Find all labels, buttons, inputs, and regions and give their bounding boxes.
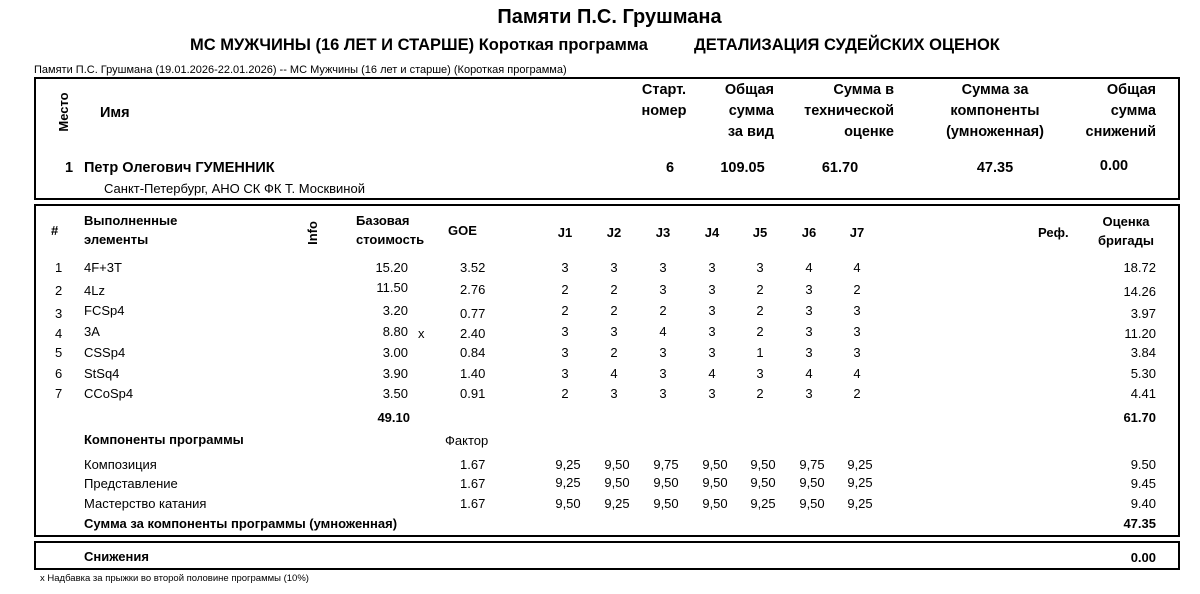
judge-score: 3 xyxy=(561,345,569,360)
judge-7-header: J7 xyxy=(849,225,865,240)
element-code: 4F+3T xyxy=(84,260,122,275)
judge-4-header: J4 xyxy=(704,225,720,240)
judge-score: 3 xyxy=(610,260,618,275)
judge-score: 2 xyxy=(610,303,618,318)
judge-score: 3 xyxy=(853,324,861,339)
judge-component-score: 9,25 xyxy=(555,457,581,472)
element-num: 5 xyxy=(55,345,63,360)
col-base-header: Базовая стоимость xyxy=(356,213,425,247)
element-code: StSq4 xyxy=(84,366,120,381)
components-total: 47.35 xyxy=(1123,516,1156,531)
judge-score: 2 xyxy=(610,345,618,360)
skater-pcs: 47.35 xyxy=(976,160,1014,176)
judge-score: 3 xyxy=(708,282,716,297)
judge-score: 3 xyxy=(805,324,813,339)
judge-component-score: 9,50 xyxy=(799,496,825,511)
judge-score: 4 xyxy=(805,366,813,381)
judge-score: 3 xyxy=(708,260,716,275)
judge-score: 2 xyxy=(610,282,618,297)
judge-score: 2 xyxy=(756,386,764,401)
judge-component-score: 9,50 xyxy=(750,457,776,472)
judge-score: 4 xyxy=(853,366,861,381)
judge-component-score: 9,50 xyxy=(653,496,679,511)
component-result: 9.45 xyxy=(1130,476,1156,491)
judge-score: 3 xyxy=(561,324,569,339)
element-goe: 2.40 xyxy=(460,326,486,341)
judge-score: 3 xyxy=(805,282,813,297)
element-panel-score: 3.84 xyxy=(1130,345,1156,360)
element-code: FCSp4 xyxy=(84,303,125,318)
deductions-box xyxy=(34,541,1180,570)
deductions-label: Снижения xyxy=(84,549,149,564)
judge-component-score: 9,25 xyxy=(750,496,776,511)
deductions-value: 0.00 xyxy=(1130,550,1156,565)
component-factor: 1.67 xyxy=(460,476,486,491)
panel-score-total: 61.70 xyxy=(1123,410,1156,425)
judge-component-score: 9,75 xyxy=(653,457,679,472)
judge-score: 3 xyxy=(805,386,813,401)
element-base-value: 3.20 xyxy=(382,303,408,318)
judge-score: 4 xyxy=(708,366,716,381)
col-pcs-header: Сумма за компоненты (умноженная) xyxy=(946,82,1044,140)
component-name: Композиция xyxy=(84,457,157,472)
event-title: Памяти П.С. Грушмана xyxy=(497,6,722,28)
judge-score: 4 xyxy=(805,260,813,275)
skater-club: Санкт-Петербург, АНО СК ФК Т. Москвиной xyxy=(104,181,365,196)
judge-component-score: 9,50 xyxy=(555,496,581,511)
element-num: 3 xyxy=(55,306,63,321)
col-tes-header: Сумма в технической оценке xyxy=(804,82,894,140)
component-name: Мастерство катания xyxy=(84,496,207,511)
element-panel-score: 14.26 xyxy=(1123,284,1156,299)
judge-score: 3 xyxy=(756,366,764,381)
col-name-header: Имя xyxy=(100,105,130,121)
judge-5-header: J5 xyxy=(752,225,768,240)
element-base-value: 8.80 xyxy=(382,324,408,339)
judge-score: 1 xyxy=(756,345,764,360)
judge-score: 3 xyxy=(853,303,861,318)
col-ref-header: Реф. xyxy=(1038,225,1069,240)
element-goe: 2.76 xyxy=(460,282,486,297)
judge-score: 3 xyxy=(659,345,667,360)
element-base-value: 15.20 xyxy=(375,260,408,275)
judge-score: 3 xyxy=(756,260,764,275)
element-panel-score: 4.41 xyxy=(1130,386,1156,401)
component-factor: 1.67 xyxy=(460,457,486,472)
judge-component-score: 9,50 xyxy=(702,496,728,511)
skater-tes: 61.70 xyxy=(821,160,859,176)
skater-name: Петр Олегович ГУМЕННИК xyxy=(84,160,275,176)
components-total-label: Сумма за компоненты программы (умноженная) xyxy=(84,516,398,531)
judge-score: 3 xyxy=(659,260,667,275)
judge-score: 3 xyxy=(659,386,667,401)
element-base-value: 3.50 xyxy=(382,386,408,401)
element-code: CSSp4 xyxy=(84,345,126,360)
element-goe: 1.40 xyxy=(460,366,486,381)
col-elements-header: Выполненные элементы xyxy=(84,213,178,247)
judge-score: 3 xyxy=(659,282,667,297)
element-num: 7 xyxy=(55,386,63,401)
judge-component-score: 9,50 xyxy=(604,475,630,490)
element-num: 2 xyxy=(55,283,63,298)
judge-score: 3 xyxy=(708,386,716,401)
judge-component-score: 9,25 xyxy=(555,475,581,490)
col-deductions-header: Общая сумма снижений xyxy=(1085,82,1156,140)
judge-score: 2 xyxy=(561,386,569,401)
skater-deductions: 0.00 xyxy=(1099,158,1129,174)
judge-component-score: 9,50 xyxy=(750,475,776,490)
element-panel-score: 5.30 xyxy=(1130,366,1156,381)
judge-component-score: 9,25 xyxy=(847,457,873,472)
judge-score: 2 xyxy=(659,303,667,318)
report-title: ДЕТАЛИЗАЦИЯ СУДЕЙСКИХ ОЦЕНОК xyxy=(694,36,1000,54)
judge-component-score: 9,50 xyxy=(702,457,728,472)
element-base-value: 3.90 xyxy=(382,366,408,381)
component-name: Представление xyxy=(84,476,178,491)
judge-score: 3 xyxy=(610,386,618,401)
judge-score: 4 xyxy=(853,260,861,275)
element-base-value: 11.50 xyxy=(376,280,408,295)
element-base-value: 3.00 xyxy=(382,345,408,360)
col-start-header: Старт. номер xyxy=(641,82,687,119)
judge-score: 2 xyxy=(853,386,861,401)
component-factor: 1.67 xyxy=(460,496,486,511)
judge-component-score: 9,50 xyxy=(799,475,825,490)
component-result: 9.50 xyxy=(1130,457,1156,472)
judge-score: 2 xyxy=(853,282,861,297)
judge-score: 3 xyxy=(561,366,569,381)
col-goe-header: GOE xyxy=(448,223,477,238)
judge-component-score: 9,50 xyxy=(653,475,679,490)
element-num: 4 xyxy=(55,326,63,341)
element-goe: 3.52 xyxy=(460,260,486,275)
competition-subtitle: Памяти П.С. Грушмана (19.01.2026-22.01.2026) -- МС Мужчины (16 лет и старше) (Короткая программа) xyxy=(34,64,567,76)
judge-score: 2 xyxy=(756,324,764,339)
judge-component-score: 9,75 xyxy=(799,457,825,472)
element-goe: 0.91 xyxy=(460,386,486,401)
component-result: 9.40 xyxy=(1130,496,1156,511)
judge-score: 3 xyxy=(805,345,813,360)
judge-score: 2 xyxy=(561,303,569,318)
judge-score: 2 xyxy=(561,282,569,297)
judge-score: 3 xyxy=(708,324,716,339)
judge-score: 2 xyxy=(756,303,764,318)
col-total-header: Общая сумма за вид xyxy=(724,82,774,140)
col-place-header: Место xyxy=(56,92,71,132)
judge-score: 3 xyxy=(659,366,667,381)
element-goe: 0.77 xyxy=(460,306,486,321)
element-num: 6 xyxy=(55,366,63,381)
element-goe: 0.84 xyxy=(460,345,486,360)
category-title: МС МУЖЧИНЫ (16 ЛЕТ И СТАРШЕ) Короткая программа xyxy=(190,36,648,54)
base-value-total: 49.10 xyxy=(377,410,410,425)
judge-component-score: 9,50 xyxy=(702,475,728,490)
judge-2-header: J2 xyxy=(606,225,622,240)
judge-component-score: 9,25 xyxy=(847,496,873,511)
skater-place: 1 xyxy=(65,160,74,176)
judge-score: 4 xyxy=(610,366,618,381)
element-code: 3A xyxy=(84,324,100,339)
element-panel-score: 18.72 xyxy=(1123,260,1156,275)
judge-score: 3 xyxy=(805,303,813,318)
judge-score: 3 xyxy=(610,324,618,339)
judge-component-score: 9,50 xyxy=(604,457,630,472)
col-info-header: Info xyxy=(305,221,320,245)
judge-score: 3 xyxy=(708,345,716,360)
judge-score: 3 xyxy=(853,345,861,360)
judge-score: 3 xyxy=(561,260,569,275)
judge-1-header: J1 xyxy=(557,225,573,240)
judge-score: 2 xyxy=(756,282,764,297)
element-info: x xyxy=(418,326,425,341)
element-code: CCoSp4 xyxy=(84,386,134,401)
components-label: Компоненты программы xyxy=(84,432,244,447)
element-panel-score: 3.97 xyxy=(1130,306,1156,321)
skater-total-score: 109.05 xyxy=(720,160,765,176)
col-num-header: # xyxy=(51,223,59,238)
footnote: x Надбавка за прыжки во второй половине программы (10%) xyxy=(40,573,309,584)
element-panel-score: 11.20 xyxy=(1124,326,1156,341)
judge-component-score: 9,25 xyxy=(604,496,630,511)
col-panel-header: Оценка бригады xyxy=(1098,214,1154,248)
judge-score: 3 xyxy=(708,303,716,318)
judge-component-score: 9,25 xyxy=(847,475,873,490)
element-code: 4Lz xyxy=(84,283,105,298)
skater-start-number: 6 xyxy=(665,160,675,176)
element-num: 1 xyxy=(55,260,63,275)
judge-3-header: J3 xyxy=(655,225,671,240)
judge-score: 4 xyxy=(659,324,667,339)
judge-6-header: J6 xyxy=(801,225,817,240)
factor-label: Фактор xyxy=(445,433,489,448)
